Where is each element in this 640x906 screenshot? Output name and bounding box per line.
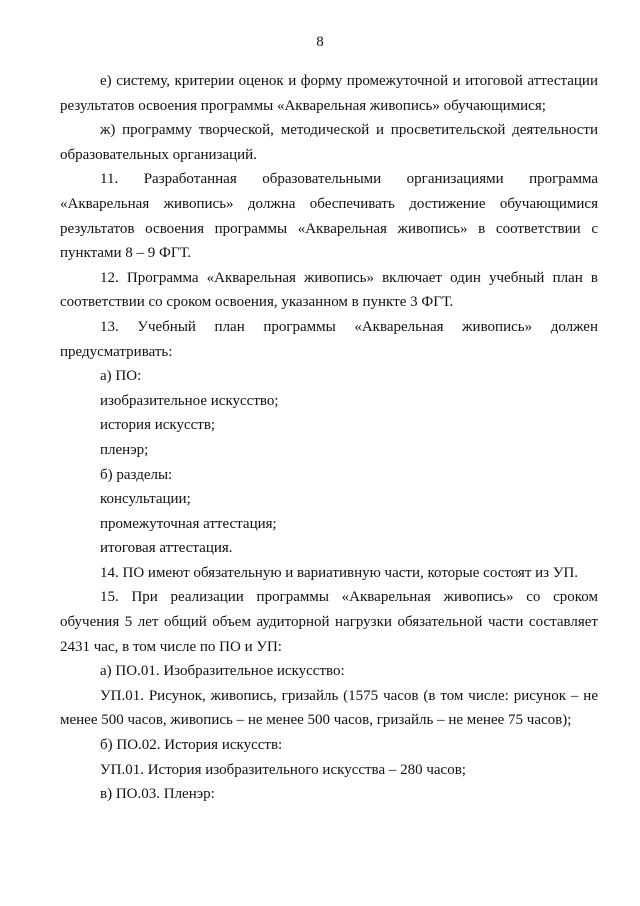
list-item-po02: б) ПО.02. История искусств:	[100, 737, 283, 754]
page-number: 8	[316, 34, 324, 50]
list-item-a-po: а) ПО:	[100, 368, 142, 385]
paragraph-13: 13. Учебный план программы «Акварельная живопись» должен предусматривать:	[60, 318, 598, 360]
list-item-up01-history: УП.01. История изобразительного искусства – 280 часов;	[100, 761, 466, 778]
list-item-art-history: история искусств;	[100, 417, 216, 434]
list-item-b-sections: б) разделы:	[100, 466, 173, 483]
paragraph-e: е) систему, критерии оценок и форму промежуточной и итоговой аттестации результатов освоения программы «Акварельная живопись» обучающимися;	[60, 73, 598, 114]
list-item-plein-air: пленэр;	[100, 441, 149, 458]
list-item-consultations: консультации;	[100, 491, 191, 508]
document-body	[60, 69, 598, 807]
paragraph-up01-drawing: УП.01. Рисунок, живопись, гризайль (1575 часов (в том числе: рисунок – не менее 500 часов, живопись – не менее 500 часов, гризайль – не менее 75 часов);	[60, 687, 598, 729]
paragraph-12: 12. Программа «Акварельная живопись» включает один учебный план в соответствии со сроком освоения, указанном в пункте 3 ФГТ.	[60, 269, 598, 311]
paragraph-14: 14. ПО имеют обязательную и вариативную части, которые состоят из УП.	[100, 564, 579, 581]
paragraph-zh: ж) программу творческой, методической и просветительской деятельности образовательных организаций.	[60, 122, 598, 163]
list-item-po03: в) ПО.03. Пленэр:	[100, 786, 215, 803]
list-item-intermediate-attestation: промежуточная аттестация;	[100, 515, 277, 532]
paragraph-11: 11. Разработанная образовательными организациями программа «Акварельная живопись» должна обеспечивать достижение обучающимися результатов освоения программы «Акварельная живопись» в соответствии с пунктами 8 – 9 ФГТ.	[60, 171, 598, 262]
paragraph-15: 15. При реализации программы «Акварельная живопись» со сроком обучения 5 лет общий объем аудиторной нагрузки обязательной части составляет 2431 час, в том числе по ПО и УП:	[60, 589, 598, 655]
list-item-final-attestation: итоговая аттестация.	[100, 540, 233, 557]
list-item-po01: а) ПО.01. Изобразительное искусство:	[100, 663, 345, 680]
list-item-fine-art: изобразительное искусство;	[100, 392, 279, 409]
